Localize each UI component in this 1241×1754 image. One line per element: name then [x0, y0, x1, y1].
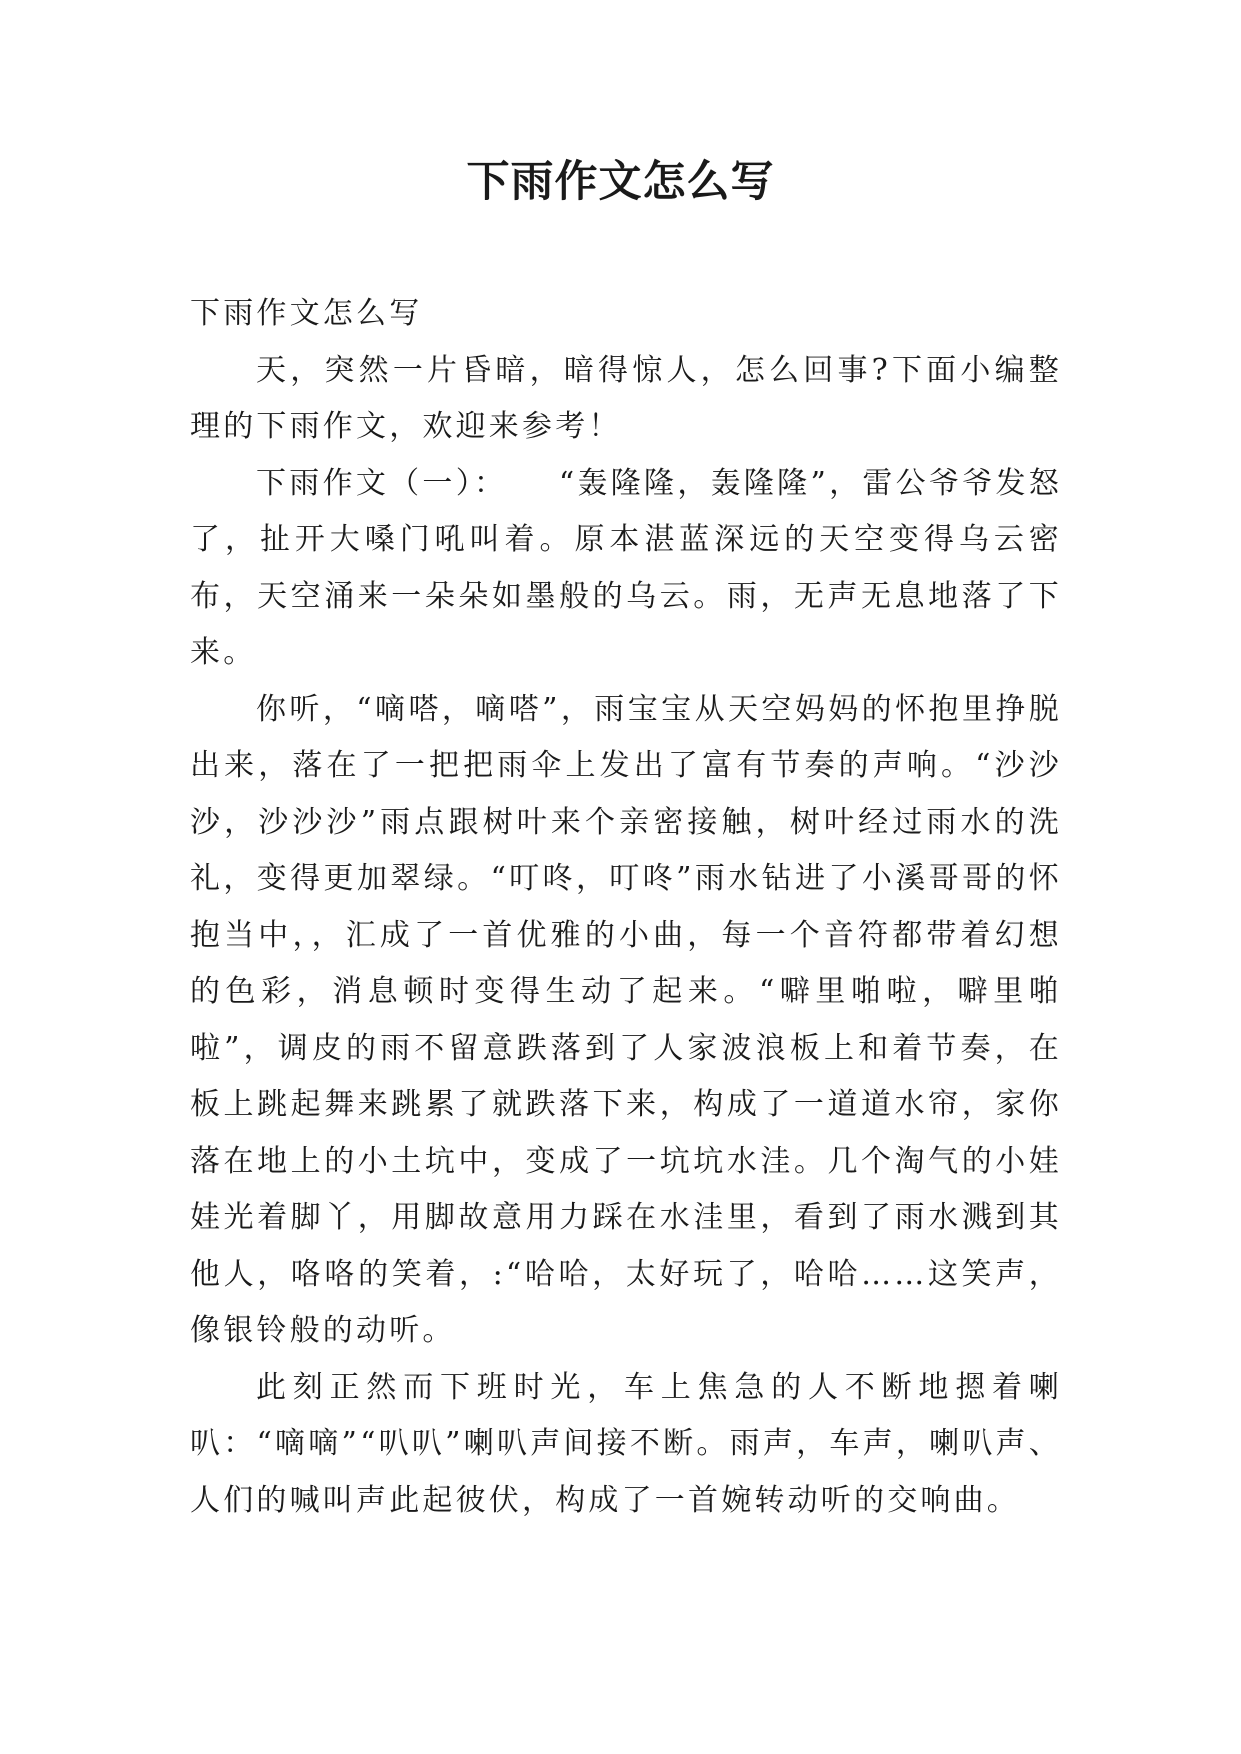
paragraph-essay-one: 下雨作文（一）： “轰隆隆，轰隆隆”，雷公爷爷发怒了，扯开大嗓门吼叫着。原本湛蓝深远的天空变得乌云密布，天空涌来一朵朵如墨般的乌云。雨，无声无息地落了下来。: [190, 465, 1062, 670]
paragraph-intro: 天，突然一片昏暗，暗得惊人，怎么回事?下面小编整理的下雨作文，欢迎来参考！: [190, 352, 1062, 444]
document-title: 下雨作文怎么写: [466, 157, 775, 207]
document-body: [190, 286, 1062, 1529]
paragraph-rush-hour: 此刻正然而下班时光，车上焦急的人不断地摁着喇叭：“嘀嘀”“叭叭”喇叭声间接不断。雨声，车声，喇叭声、人们的喊叫声此起彼伏，构成了一首婉转动听的交响曲。: [190, 1369, 1062, 1518]
paragraph-heading: 下雨作文怎么写: [190, 296, 423, 331]
paragraph-listen: 你听，“嘀嗒，嘀嗒”，雨宝宝从天空妈妈的怀抱里挣脱出来，落在了一把把雨伞上发出了富有节奏的声响。“沙沙沙，沙沙沙”雨点跟树叶来个亲密接触，树叶经过雨水的洗礼，变得更加翠绿。“叮咚，叮咚”雨水钻进了小溪哥哥的怀抱当中，，汇成了一首优雅的小曲，每一个音符都带着幻想的色彩，消息顿时变得生动了起来。“噼里啪啦，噼里啪啦”，调皮的雨不留意跌落到了人家波浪板上和着节奏，在板上跳起舞来跳累了就跌落下来，构成了一道道水帘，家你落在地上的小土坑中，变成了一坑坑水洼。几个淘气的小娃娃光着脚丫，用脚故意用力踩在水洼里，看到了雨水溅到其他人，咯咯的笑着，:“哈哈，太好玩了，哈哈……这笑声，像银铃般的动听。: [190, 691, 1062, 1348]
